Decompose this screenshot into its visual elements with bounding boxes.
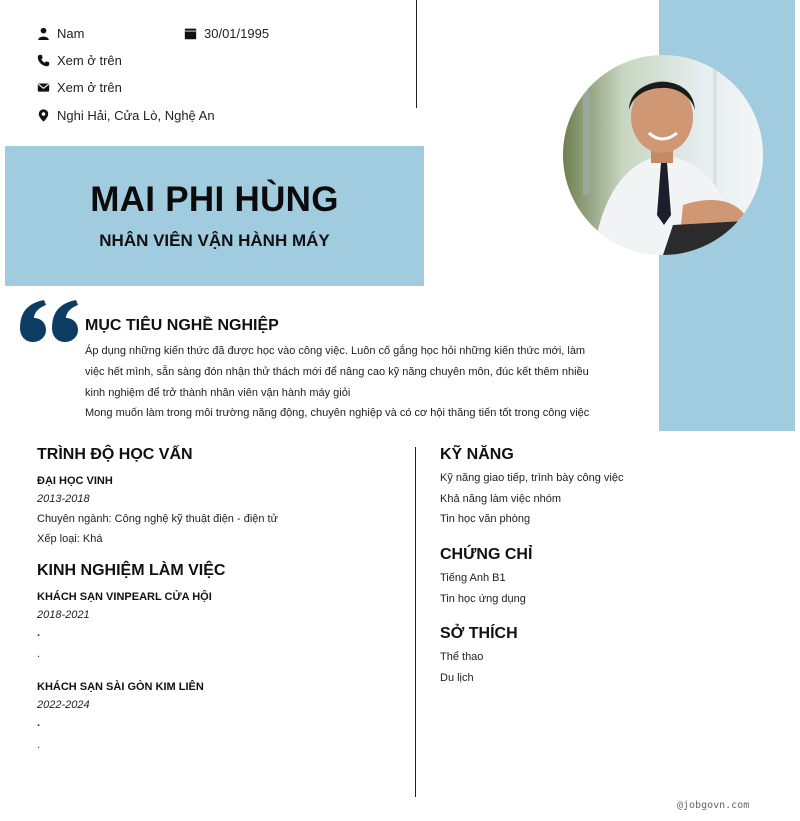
quote-icon (20, 300, 78, 347)
divider-body (415, 447, 416, 797)
calendar-icon (184, 27, 197, 40)
profile-photo (563, 55, 763, 255)
objective-title: MỤC TIÊU NGHỀ NGHIỆP (85, 317, 279, 334)
divider-top (416, 0, 417, 108)
hobby-item: Du lịch (440, 672, 474, 684)
watermark-text: @jobgovn.com (677, 800, 750, 811)
birthdate-text: 30/01/1995 (204, 26, 270, 41)
education-major: Chuyên ngành: Công nghệ kỹ thuật điện - điện tử (37, 513, 278, 525)
contact-email (37, 80, 122, 95)
person-icon (37, 27, 50, 40)
education-grade: Xếp loại: Khá (37, 533, 103, 545)
location-pin-icon (37, 109, 50, 122)
job-period: 2018-2021 (37, 609, 90, 621)
education-title: TRÌNH ĐỘ HỌC VẤN (37, 446, 193, 463)
skill-item: Kỹ năng giao tiếp, trình bày công việc (440, 472, 624, 484)
objective-line: Áp dụng những kiến thức đã được học vào công việc. Luôn cố gắng học hỏi những kiến thức mới, làm (85, 345, 586, 357)
job-company: KHÁCH SẠN VINPEARL CỬA HỘI (37, 591, 212, 603)
education-period: 2013-2018 (37, 493, 90, 505)
phone-icon (37, 54, 50, 67)
certificate-item: Tiếng Anh B1 (440, 572, 506, 584)
contact-phone (37, 53, 122, 68)
envelope-icon (37, 81, 50, 94)
gender-text: Nam (57, 26, 85, 41)
name-banner (5, 146, 424, 286)
job-company: KHÁCH SẠN SÀI GÒN KIM LIÊN (37, 681, 204, 693)
job-detail: . (37, 717, 41, 729)
certificate-item: Tin học ứng dụng (440, 593, 526, 605)
candidate-role: NHÂN VIÊN VẬN HÀNH MÁY (99, 231, 330, 250)
skills-title: KỸ NĂNG (440, 446, 514, 463)
hobby-item: Thể thao (440, 651, 484, 663)
job-detail: . (37, 739, 41, 751)
education-school: ĐẠI HỌC VINH (37, 475, 113, 487)
contact-address (37, 108, 215, 123)
address-text: Nghi Hải, Cửa Lò, Nghệ An (57, 108, 215, 123)
job-period: 2022-2024 (37, 699, 90, 711)
hobbies-title: SỞ THÍCH (440, 625, 518, 642)
skill-item: Khả năng làm việc nhóm (440, 493, 562, 505)
contact-gender (37, 26, 84, 41)
email-text: Xem ở trên (57, 80, 122, 95)
objective-line: Mong muốn làm trong môi trường năng động, chuyên nghiệp và có cơ hội thăng tiến tốt trong công việc (85, 407, 590, 420)
job-detail: . (37, 648, 41, 660)
candidate-name: MAI PHI HÙNG (90, 180, 339, 219)
certificates-title: CHỨNG CHỈ (440, 546, 533, 563)
phone-text: Xem ở trên (57, 53, 122, 68)
skill-item: Tin học văn phòng (440, 513, 531, 525)
objective-line: kinh nghiệm để trở thành nhân viên vận hành máy giỏi (85, 386, 351, 399)
objective-text (85, 341, 605, 424)
objective-line: việc hết mình, sẵn sàng đón nhận thử thách mới để nâng cao kỹ năng chuyên môn, đúc kết thêm nhiều (85, 365, 589, 378)
job-detail: . (37, 627, 41, 639)
experience-title: KINH NGHIỆM LÀM VIỆC (37, 562, 226, 579)
contact-birthdate (184, 26, 269, 41)
